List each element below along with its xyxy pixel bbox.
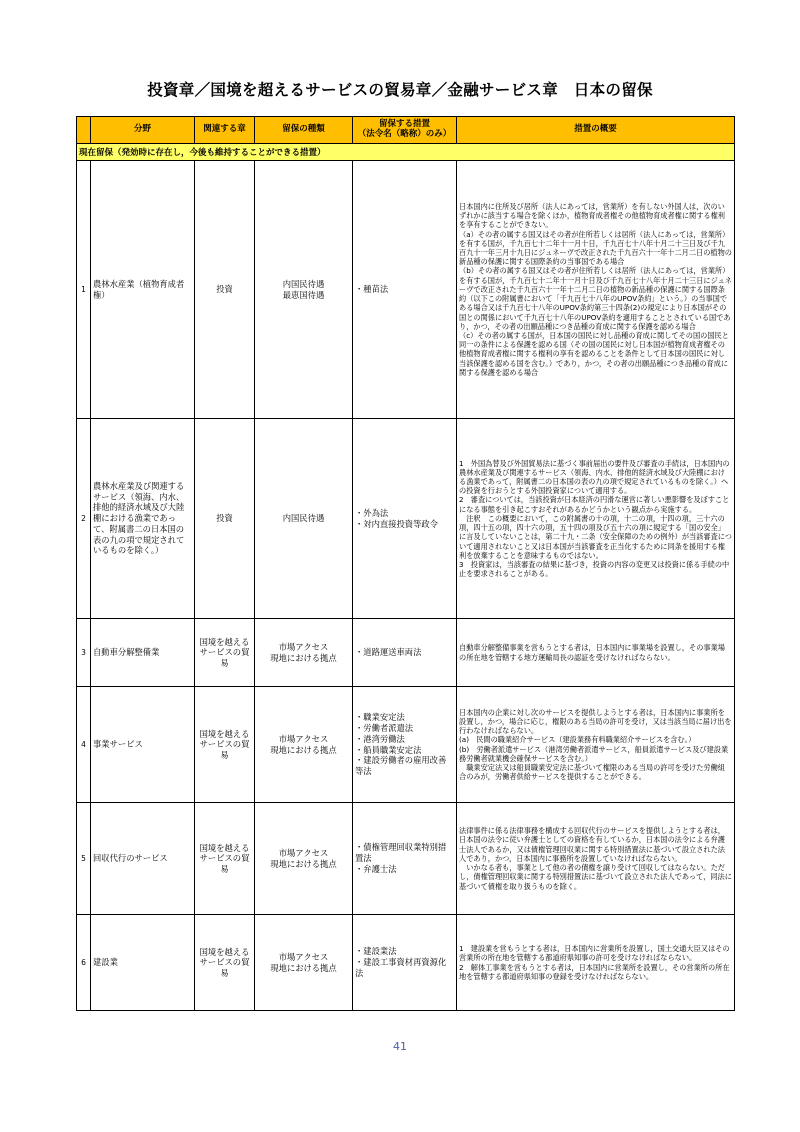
measure-item: ・種苗法 [355,284,389,295]
description-paragraph: 自動車分解整備事業を営もうとする者は，日本国内に事業場を設置し，その事業場の所在地を管轄する地方運輸局長の認証を受けなければならない。 [459,643,725,662]
description-paragraph: 法律事件に係る法律事務を構成する回収代行のサービスを提供しようとする者は，日本国の法令に従い弁護士としての資格を有しているか，日本国の法令による弁護士法人であるか，又は債権管理回収業に関する特別措置法に基づいて設立された法人であり，かつ，日本国内に事務所を設置していなければならない。 [459,826,725,863]
header-number [77,117,91,144]
measure-item: ・港湾労働法 [355,733,405,744]
row-chapter: 国境を越えるサービスの貿易 [195,915,255,1011]
row-reservation-type: 市場アクセス 現地における拠点 [255,687,353,803]
row-measures [353,915,457,1011]
row-sector: 回収代行のサービス [91,803,195,915]
description-paragraph: 1 建設業を営もうとする者は，日本国内に営業所を設置し，国土交通大臣又はその営業所の所在地を管轄する都道府県知事の許可を受けなければならない。 [459,944,730,963]
description-paragraph: 日本国内の企業に対し次のサービスを提供しようとする者は，日本国内に事業所を設置し，かつ，場合に応じ，権限のある当局の許可を受け，又は当該当局に届け出を行わなければならない。 [459,707,732,736]
row-number: 4 [77,687,91,803]
header-sector: 分野 [91,117,195,144]
row-measures [353,687,457,803]
row-reservation-type: 市場アクセス 現地における拠点 [255,619,353,687]
measure-item: ・債権管理回収業特別措置法 [355,842,447,864]
measure-item: ・労働者派遣法 [355,722,414,733]
table-row [77,915,735,1011]
page-number: 41 [393,1040,407,1053]
header-chapter: 関連する章 [195,117,255,144]
description-paragraph: (a) 民間の職業紹介サービス（建設業務有料職業紹介サービスを含む。） [459,735,696,745]
row-reservation-type: 市場アクセス 現地における拠点 [255,803,353,915]
row-reservation-type: 内国民待遇 最恵国待遇 [255,161,353,419]
row-description [457,619,735,687]
row-measures [353,419,457,619]
row-description [457,687,735,803]
description-paragraph: 職業安定法又は船員職業安定法に基づいて権限のある当局の許可を受けた労働組合のみが，労働者供給サービスを提供することができる。 [459,762,725,782]
table-row [77,619,735,687]
description-paragraph: 2 解体工事業を営もうとする者は，日本国内に営業所を設置し，その営業所の所在地を管轄する都道府県知事の登録を受けなければならない。 [459,962,730,981]
description-paragraph: 日本国内に住所及び居所（法人にあっては，営業所）を有しない外国人は，次のいずれかに該当する場合を除くほか，植物育成者権その他植物育成者権に関する権利を享有することができない。 [459,201,725,230]
table-row [77,803,735,915]
description-paragraph: （c）その者の属する国が，日本国の国民に対し品種の育成に関してその国の国民と同一の条件による保護を認める国（その国の国民に対し日本国が植物育成者権その他植物育成者権に関する権利の享有を認めることを条件として日本国の国民に対し当該保護を認める国を含む。）であり，かつ，その者の出願品種につき品種の育成に関する保護を認める場合 [459,330,729,377]
measure-item: ・弁護士法 [355,863,397,874]
section-label: 現在留保（発効時に存在し，今後も維持することができる措置） [77,144,735,161]
table-row [77,161,735,419]
row-sector: 建設業 [91,915,195,1011]
measure-item: ・建設労働者の雇用改善等法 [355,755,447,777]
header-type: 留保の種類 [255,117,353,144]
row-sector: 農林水産業（植物育成者権） [91,161,195,419]
measure-item: ・道路運送車両法 [355,647,422,658]
row-number: 5 [77,803,91,915]
row-sector: 自動車分解整備業 [91,619,195,687]
description-paragraph: 3 投資家は，当該審査の結果に基づき，投資の内容の変更又は投資に係る手続の中止を要求されることがある。 [459,559,730,579]
header-law-line2: （法令名（略称）のみ） [357,129,452,139]
measure-item: ・職業安定法 [355,712,405,723]
row-chapter: 国境を越えるサービスの貿易 [195,687,255,803]
reservation-table [76,116,735,1011]
row-number: 3 [77,619,91,687]
row-chapter: 国境を越えるサービスの貿易 [195,803,255,915]
measure-item: ・船員職業安定法 [355,744,422,755]
row-sector: 農林水産業及び関連するサービス（領海、内水、排他的経済水域及び大陸棚における漁業であって、附属書二の日本国の表の九の項で規定されているものを除く。） [91,419,195,619]
section-row [77,144,735,161]
row-description [457,803,735,915]
description-paragraph: 2 審査については，当該投資が日本経済の円滑な運営に著しい悪影響を及ぼすことになる事態を引き起こすおそれがあるかどうかという観点から実施する。 [459,495,730,514]
header-description: 措置の概要 [457,117,735,144]
description-paragraph: いかなる者も，事業として他の者の債権を譲り受けて回収してはならない。ただし，債権管理回収業に関する特別措置法に基づいて設立された法人であって，同法に基づいて債権を取り扱うものを除く。 [459,863,732,891]
table-header-row [77,117,735,144]
description-paragraph: 注釈 この概要において，この附属書の十の項，十二の項，十四の項，三十六の項，四十五の項，四十六の項，五十四の項及び五十六の項に規定する「国の安全」に言及していないことは，第二十九・二条（安全保障のための例外）が当該審査について適用されないこと又は日本国が当該審査を正当化するために同条を援用する権利を放棄することを意味するものではない。 [459,513,732,560]
row-sector: 事業サービス [91,687,195,803]
row-number: 6 [77,915,91,1011]
measure-item: ・外為法 [355,507,389,518]
row-number: 1 [77,161,91,419]
row-description [457,915,735,1011]
description-paragraph: (b) 労働者派遣サービス（港湾労働者派遣サービス，船員派遣サービス及び建設業務労働者就業機会確保サービスを含む。） [459,744,729,763]
row-reservation-type: 市場アクセス 現地における拠点 [255,915,353,1011]
page-title: 投資章／国境を超えるサービスの貿易章／金融サービス章 日本の留保 [147,81,653,99]
row-description [457,419,735,619]
row-number: 2 [77,419,91,619]
table-row [77,419,735,619]
row-chapter: 投資 [195,419,255,619]
row-measures [353,619,457,687]
description-paragraph: 1 外国為替及び外国貿易法に基づく事前届出の要件及び審査の手続は，日本国内の農林水産業及び関連するサービス（領海、内水、排他的経済水域及び大陸棚における漁業であって，附属書二の日本国の表の九の項で規定されているものを除く。）への投資を行おうとする外国投資家について適用する。 [459,458,730,496]
row-description [457,161,735,419]
measure-item: ・建設業法 [355,946,397,957]
measure-item: ・対内直接投資等政令 [355,518,438,529]
row-chapter: 投資 [195,161,255,419]
measure-item: ・建設工事資材再資源化法 [355,957,447,978]
header-law [353,117,457,144]
header-law-line1: 留保する措置 [378,119,430,130]
row-measures [353,161,457,419]
row-measures [353,803,457,915]
row-chapter: 国境を越えるサービスの貿易 [195,619,255,687]
row-reservation-type: 内国民待遇 [255,419,353,619]
description-paragraph: （b）その者の属する国又はその者が住所若しくは居所（法人にあっては，営業所）を有する国が，千九百七十二年十一月十日及び千九百七十八年十月二十三日にジュネーヴで改正された千九百六十一年十二月二日の植物の新品種の保護に関する国際条約（以下この附属書において「千九百七十八年のUPOV条約」という。）の当事国である場合又は千九百七十八年のUPOV条約第三十四条(2)の規定により日本国がその国との関係において千九百七十八年のUPOV条約を適用することとされている国であり，かつ，その者の出願品種につき品種の育成に関する保護を認める場合 [459,266,732,331]
table-row [77,687,735,803]
description-paragraph: （a）その者の属する国又はその者が住所若しくは居所（法人にあっては，営業所）を有する国が，千九百七十二年十一月十日，千九百七十八年十月二十三日及び千九百九十一年三月十九日にジュネーヴで改正された千九百六十一年十二月二日の植物の新品種の保護に関する国際条約の当事国である場合 [459,229,732,267]
